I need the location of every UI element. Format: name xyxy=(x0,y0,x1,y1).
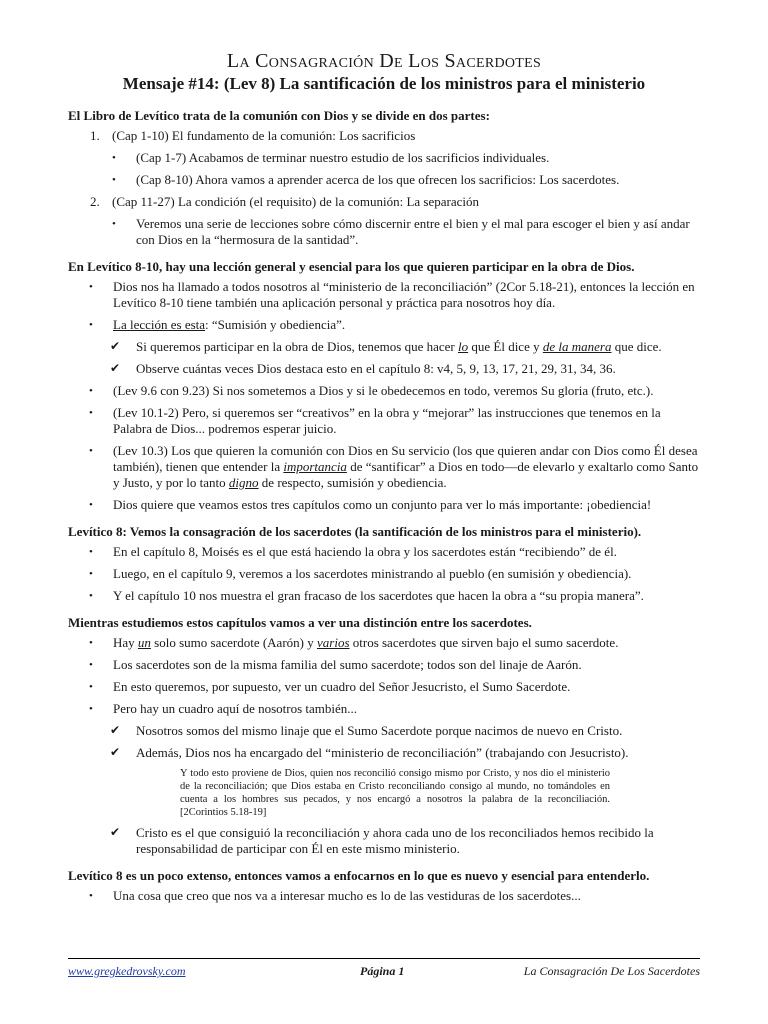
footer-divider xyxy=(68,958,700,959)
list-item-text: En esto queremos, por supuesto, ver un cuadro del Señor Jesucristo, el Sumo Sacerdote. xyxy=(113,679,571,694)
list-item xyxy=(68,172,700,188)
list-item-text: (Lev 10.1-2) Pero, si queremos ser “creativos” en la obra y “mejorar” las instrucciones que tenemos en la Palabra de Dios... podremos esperar juicio. xyxy=(113,405,661,436)
list-item-text: de respecto, sumisión y obediencia. xyxy=(258,475,447,490)
list-item xyxy=(68,566,700,582)
bullet-sublist xyxy=(68,216,700,248)
bullet-icon: • xyxy=(89,637,93,649)
document-body xyxy=(68,108,700,915)
bullet-list xyxy=(68,888,700,904)
bullet-icon: • xyxy=(89,445,93,457)
bullet-list xyxy=(68,383,700,513)
list-item-text: Hay xyxy=(113,635,138,650)
footer-doc-title: La Consagración De Los Sacerdotes xyxy=(523,964,700,978)
emphasis-text: importancia xyxy=(283,459,347,474)
list-item-text: solo sumo sacerdote (Aarón) y xyxy=(150,635,317,650)
check-list xyxy=(68,825,700,857)
list-item-text: Si queremos participar en la obra de Dios, tenemos que hacer xyxy=(136,339,458,354)
list-item-text: Una cosa que creo que nos va a interesar mucho es lo de las vestiduras de los sacerdotes... xyxy=(113,888,581,903)
list-item-text: Dios quiere que veamos estos tres capítulos como un conjunto para ver lo más importante: ¡obediencia! xyxy=(113,497,652,512)
section-levitico-8 xyxy=(68,524,700,604)
footer-website-link[interactable]: www.gregkedrovsky.com xyxy=(68,964,186,978)
bullet-icon: • xyxy=(89,568,93,580)
list-item xyxy=(68,588,700,604)
bullet-icon: • xyxy=(112,174,116,186)
check-list xyxy=(68,339,700,377)
list-item-text: otros sacerdotes que sirven bajo el sumo sacerdote. xyxy=(349,635,619,650)
scripture-quote: Y todo esto proviene de Dios, quien nos reconcilió consigo mismo por Cristo, y nos dio el ministerio de la reconciliación; que Dios estaba en Cristo reconciliando consigo al mundo, no tomándoles en cuenta a los hombres sus pecados, y nos encargó a nosotros la palabra de la reconciliación. [2Corintios 5.18-19] xyxy=(180,768,610,818)
underlined-text: La lección es esta xyxy=(113,317,206,332)
list-item-text: (Lev 10.3) Los que quieren la comunión con Dios en Su servicio (los que quieren andar con Dios como Él desea también), tienen que entender la xyxy=(113,443,698,474)
checkmark-icon: ✔ xyxy=(110,723,121,737)
bullet-icon: • xyxy=(89,659,93,671)
list-item xyxy=(68,635,700,651)
bullet-icon: • xyxy=(89,890,93,902)
numbered-list xyxy=(68,194,700,210)
list-item-text: Nosotros somos del mismo linaje que el Sumo Sacerdote porque nacimos de nuevo en Cristo. xyxy=(136,723,623,738)
list-item xyxy=(68,317,700,333)
list-item xyxy=(68,888,700,904)
list-item-text: En el capítulo 8, Moisés es el que está haciendo la obra y los sacerdotes están “recibiendo” de él. xyxy=(113,544,617,559)
list-item-text: Y el capítulo 10 nos muestra el gran fracaso de los sacerdotes que hacen la obra a “su propia manera”. xyxy=(113,588,644,603)
checkmark-icon: ✔ xyxy=(110,825,121,839)
list-item xyxy=(68,361,700,377)
section-heading: Levítico 8 es un poco extenso, entonces vamos a enfocarnos en lo que es nuevo y esencial para entenderlo. xyxy=(68,868,650,883)
page-number: Página 1 xyxy=(360,964,405,978)
bullet-list xyxy=(68,544,700,604)
list-item-text: (Cap 1-10) El fundamento de la comunión: Los sacrificios xyxy=(112,128,416,143)
list-item-text: (Cap 8-10) Ahora vamos a aprender acerca de los que ofrecen los sacrificios: Los sacerdotes. xyxy=(136,172,620,187)
section-leccion xyxy=(68,259,700,513)
section-distincion xyxy=(68,615,700,857)
section-heading: El Libro de Levítico trata de la comunión con Dios y se divide en dos partes: xyxy=(68,108,490,123)
list-number: 1. xyxy=(90,128,100,143)
list-item xyxy=(68,657,700,673)
list-item-text: que dice. xyxy=(611,339,662,354)
bullet-icon: • xyxy=(89,681,93,693)
list-item xyxy=(68,745,700,761)
checkmark-icon: ✔ xyxy=(110,361,121,375)
list-item-text: (Cap 11-27) La condición (el requisito) de la comunión: La separación xyxy=(112,194,480,209)
list-item xyxy=(68,150,700,166)
list-item xyxy=(68,497,700,513)
list-item xyxy=(68,544,700,560)
list-item-text: Observe cuántas veces Dios destaca esto en el capítulo 8: v4, 5, 9, 13, 17, 21, 29, 31, 34, 36. xyxy=(136,361,616,376)
list-item xyxy=(68,679,700,695)
list-item xyxy=(68,701,700,717)
list-number: 2. xyxy=(90,194,100,209)
list-item xyxy=(68,405,700,437)
list-item-text: Veremos una serie de lecciones sobre cómo discernir entre el bien y el mal para escoger el bien y así andar con Dios en la “hermosura de la santidad”. xyxy=(136,216,690,247)
list-item-text: que Él dice y xyxy=(468,339,543,354)
list-item-text: Cristo es el que consiguió la reconciliación y ahora cada uno de los reconciliados hemos recibido la responsabilidad de participar con Él en este mismo ministerio. xyxy=(136,825,654,856)
bullet-icon: • xyxy=(112,218,116,230)
page-title: La Consagración De Los Sacerdotes xyxy=(226,50,542,72)
list-item-text: Luego, en el capítulo 9, veremos a los sacerdotes ministrando al pueblo (en sumisión y obediencia). xyxy=(113,566,632,581)
list-item-text: de “santificar” a Dios en todo—de elevarlo y exaltarlo como Santo y Justo, y por lo tanto xyxy=(113,459,699,490)
list-item-text: (Lev 9.6 con 9.23) Si nos sometemos a Dios y si le obedecemos en todo, veremos Su gloria (fruto, etc.). xyxy=(113,383,654,398)
list-item-text: : “Sumisión y obediencia”. xyxy=(205,317,346,332)
emphasis-text: lo xyxy=(458,339,469,354)
list-item-text: Dios nos ha llamado a todos nosotros al “ministerio de la reconciliación” (2Cor 5.18-21), entonces la lección en Levítico 8-10 tiene también una aplicación personal y práctica para nosotros hoy día. xyxy=(113,279,695,310)
list-item-text: (Cap 1-7) Acabamos de terminar nuestro estudio de los sacrificios individuales. xyxy=(136,150,550,165)
list-item xyxy=(68,443,700,491)
section-heading: En Levítico 8-10, hay una lección general y esencial para los que quieren participar en la obra de Dios. xyxy=(68,259,635,274)
bullet-icon: • xyxy=(89,407,93,419)
checkmark-icon: ✔ xyxy=(110,745,121,759)
list-item-text: Además, Dios nos ha encargado del “ministerio de reconciliación” (trabajando con Jesucristo). xyxy=(136,745,629,760)
emphasis-text: de la manera xyxy=(542,339,612,354)
bullet-icon: • xyxy=(89,281,93,293)
bullet-icon: • xyxy=(89,546,93,558)
bullet-icon: • xyxy=(89,319,93,331)
numbered-list xyxy=(68,128,700,144)
emphasis-text: un xyxy=(137,635,151,650)
bullet-icon: • xyxy=(112,152,116,164)
bullet-icon: • xyxy=(89,590,93,602)
list-item xyxy=(68,216,700,248)
bullet-sublist xyxy=(68,150,700,188)
list-item xyxy=(68,194,700,210)
list-item-text: Pero hay un cuadro aquí de nosotros también... xyxy=(113,701,358,716)
bullet-list xyxy=(68,279,700,333)
list-item xyxy=(68,339,700,355)
list-item xyxy=(68,128,700,144)
section-heading: Levítico 8: Vemos la consagración de los sacerdotes (la santificación de los ministros para el ministerio). xyxy=(68,524,642,539)
bullet-icon: • xyxy=(89,499,93,511)
list-item xyxy=(68,723,700,739)
emphasis-text: digno xyxy=(228,475,259,490)
section-heading: Mientras estudiemos estos capítulos vamos a ver una distinción entre los sacerdotes. xyxy=(68,615,532,630)
section-enfoque xyxy=(68,868,700,904)
section-divisiones xyxy=(68,108,700,248)
emphasis-text: varios xyxy=(317,635,350,650)
bullet-icon: • xyxy=(89,703,93,715)
list-item-text: Los sacerdotes son de la misma familia del sumo sacerdote; todos son del linaje de Aarón. xyxy=(113,657,582,672)
bullet-list xyxy=(68,635,700,717)
check-list xyxy=(68,723,700,761)
list-item xyxy=(68,279,700,311)
list-item xyxy=(68,383,700,399)
page-subtitle: Mensaje #14: (Lev 8) La santificación de los ministros para el ministerio xyxy=(122,74,646,93)
list-item xyxy=(68,825,700,857)
bullet-icon: • xyxy=(89,385,93,397)
checkmark-icon: ✔ xyxy=(110,339,121,353)
